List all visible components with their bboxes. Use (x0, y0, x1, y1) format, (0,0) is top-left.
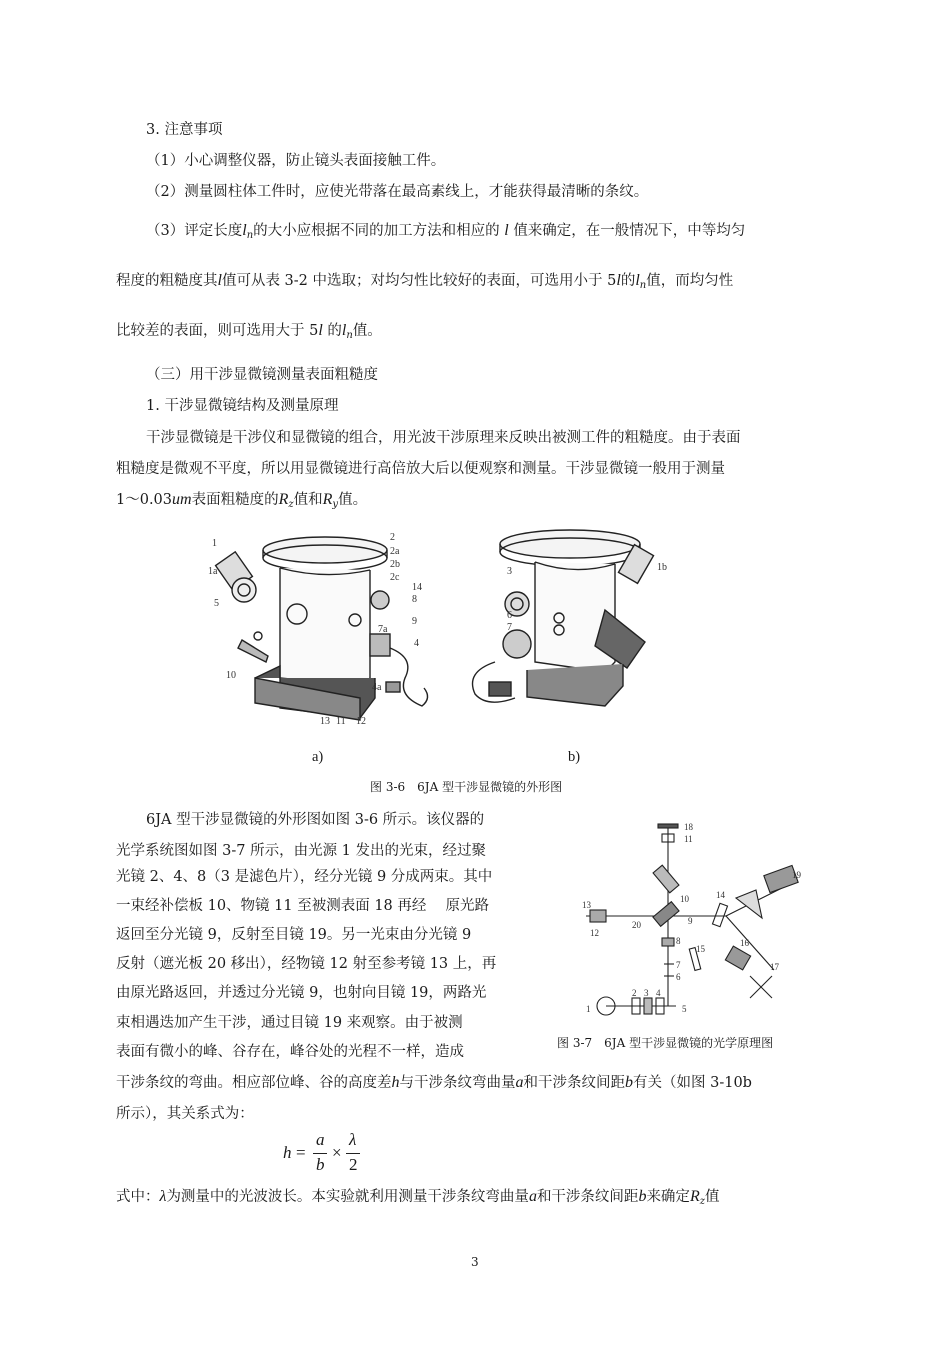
svg-text:10: 10 (680, 894, 689, 904)
svg-text:3: 3 (507, 566, 512, 577)
svg-text:4a: 4a (372, 682, 382, 693)
svg-text:11: 11 (336, 716, 346, 727)
svg-text:12: 12 (590, 928, 599, 938)
svg-text:8: 8 (676, 936, 681, 946)
note-item-3-line1: （3）评定长度$l_n$的大小应根据不同的加工方法和相应的 l 值来确定，在一般情况下，中等均匀 (146, 222, 746, 241)
svg-text:1a: 1a (208, 566, 218, 577)
microscope-side-view-illustration (455, 522, 685, 717)
svg-text:6: 6 (676, 972, 681, 982)
svg-text:20: 20 (632, 920, 641, 930)
note-item-3-line3: 比较差的表面，则可选用大于 5l 的$l_n$值。 (116, 322, 382, 341)
subsection-heading: 1. 干涉显微镜结构及测量原理 (146, 398, 339, 414)
paragraph-line: 式中：λ为测量中的光波波长。本实验就利用测量干涉条纹弯曲量a和干涉条纹间距b来确定$R_z$值 (116, 1188, 720, 1207)
svg-text:3: 3 (644, 988, 649, 998)
svg-text:15: 15 (696, 944, 705, 954)
svg-text:2b: 2b (390, 559, 400, 570)
svg-text:2a: 2a (390, 546, 400, 557)
paragraph-line: 光镜 2、4、8（3 是滤色片），经分光镜 9 分成两束。其中 (116, 869, 493, 885)
svg-text:13: 13 (582, 900, 591, 910)
svg-text:9: 9 (688, 916, 693, 926)
svg-text:2: 2 (390, 532, 395, 543)
microscope-front-view-illustration (200, 528, 440, 728)
svg-text:5: 5 (682, 1004, 687, 1014)
notes-heading: 3. 注意事项 (146, 122, 223, 138)
paragraph-line: 所示），其关系式为： (116, 1106, 254, 1122)
svg-text:1: 1 (586, 1004, 591, 1014)
formula-num-lambda: λ (349, 1130, 357, 1149)
page-number: 3 (471, 1255, 479, 1269)
paragraph-line: 干涉条纹的弯曲。相应部位峰、谷的高度差h与干涉条纹弯曲量a和干涉条纹间距b有关（如图 3-10b (116, 1074, 752, 1091)
paragraph-line: 1～0.03um表面粗糙度的$R_z$值和$R_y$值。 (116, 491, 368, 510)
svg-text:18: 18 (684, 822, 693, 832)
svg-text:7a: 7a (378, 624, 388, 635)
note-item-1: （1）小心调整仪器，防止镜头表面接触工件。 (146, 153, 446, 169)
paragraph-line: 光学系统图如图 3-7 所示，由光源 1 发出的光束，经过聚 (116, 843, 487, 859)
svg-text:4: 4 (656, 988, 661, 998)
svg-text:14: 14 (412, 582, 422, 593)
fraction-bar (346, 1153, 360, 1154)
formula-lhs: h (283, 1143, 292, 1162)
formula-den-b: b (316, 1155, 325, 1174)
svg-text:9: 9 (412, 616, 417, 627)
note-item-2: （2）测量圆柱体工件时，应使光带落在最高素线上，才能获得最清晰的条纹。 (146, 184, 649, 200)
formula-equals: = (296, 1143, 306, 1162)
section-heading: （三）用干涉显微镜测量表面粗糙度 (146, 367, 378, 383)
optical-principle-diagram (576, 820, 816, 1030)
fraction-bar (313, 1153, 327, 1154)
paragraph-line: 反射（遮光板 20 移出），经物镜 12 射至参考镜 13 上，再 (116, 956, 497, 972)
formula-num-a: a (316, 1130, 325, 1149)
paragraph-line: 一束经补偿板 10、物镜 11 至被测表面 18 再经 原光路 (116, 898, 490, 914)
paragraph-line: 6JA 型干涉显微镜的外形图如图 3-6 所示。该仪器的 (146, 812, 485, 828)
paragraph-line: 粗糙度是微观不平度，所以用显微镜进行高倍放大后以便观察和测量。干涉显微镜一般用于测量 (116, 461, 725, 477)
svg-text:11: 11 (684, 834, 693, 844)
svg-text:12: 12 (356, 716, 366, 727)
formula-times: × (332, 1143, 342, 1162)
svg-text:1b: 1b (657, 562, 667, 573)
paragraph-line: 由原光路返回，并透过分光镜 9，也射向目镜 19，两路光 (116, 985, 487, 1001)
svg-text:4: 4 (414, 638, 419, 649)
formula-den-2: 2 (349, 1155, 358, 1174)
figure-caption: 图 3-7 6JA 型干涉显微镜的光学原理图 (557, 1036, 774, 1050)
paragraph-line: 束相遇迭加产生干涉，通过目镜 19 来观察。由于被测 (116, 1015, 463, 1031)
svg-text:7: 7 (676, 960, 681, 970)
figure-label-a: a) (312, 749, 324, 765)
svg-text:19: 19 (792, 870, 801, 880)
paragraph-line: 表面有微小的峰、谷存在，峰谷处的光程不一样，造成 (116, 1044, 464, 1060)
note-item-3-line2: 程度的粗糙度其l值可从表 3-2 中选取；对均匀性比较好的表面，可选用小于 5l的$l_n$值，而均匀性 (116, 272, 734, 291)
svg-text:10: 10 (226, 670, 236, 681)
formula (283, 1130, 373, 1180)
svg-text:14: 14 (716, 890, 725, 900)
svg-text:2c: 2c (390, 572, 400, 583)
svg-text:6: 6 (507, 610, 512, 621)
svg-text:13: 13 (320, 716, 330, 727)
svg-text:1: 1 (212, 538, 217, 549)
svg-text:16: 16 (740, 938, 749, 948)
svg-text:5: 5 (214, 598, 219, 609)
svg-text:2: 2 (632, 988, 637, 998)
paragraph-line: 返回至分光镜 9，反射至目镜 19。另一光束由分光镜 9 (116, 927, 472, 943)
svg-text:8: 8 (412, 594, 417, 605)
svg-text:17: 17 (770, 962, 779, 972)
figure-caption: 图 3-6 6JA 型干涉显微镜的外形图 (370, 780, 563, 794)
svg-text:7: 7 (507, 622, 512, 633)
figure-label-b: b) (568, 749, 581, 765)
paragraph-line: 干涉显微镜是干涉仪和显微镜的组合，用光波干涉原理来反映出被测工件的粗糙度。由于表面 (146, 430, 741, 446)
